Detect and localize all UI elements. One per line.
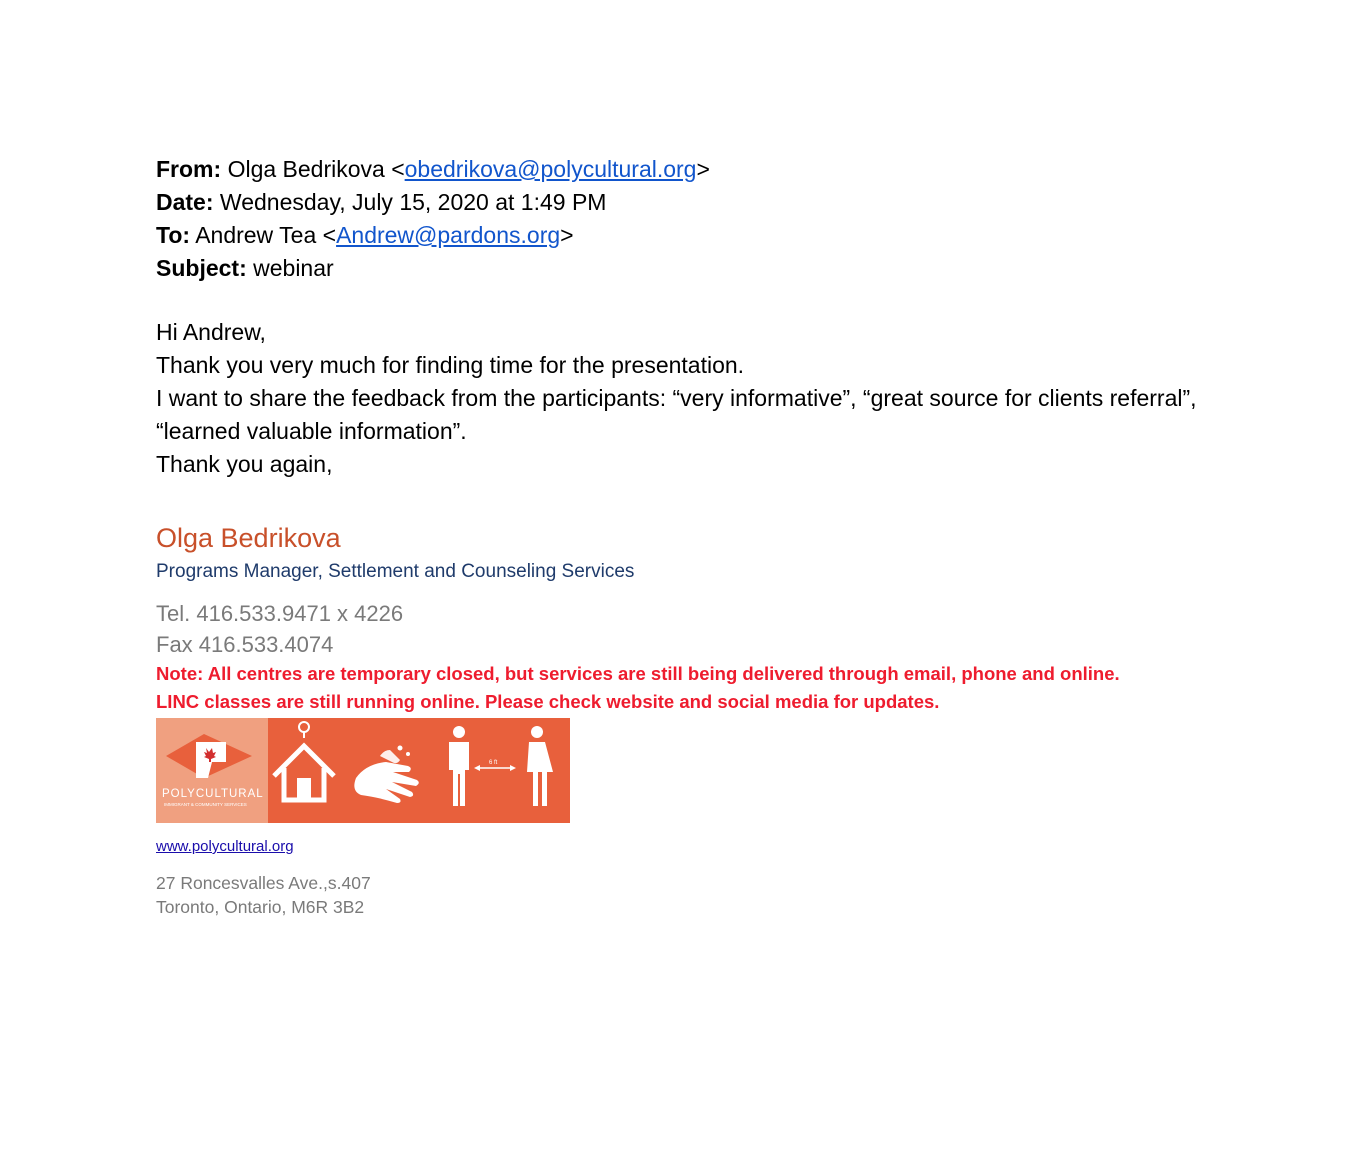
address-line-1: 27 Roncesvalles Ave.,s.407: [156, 873, 371, 893]
from-close: >: [696, 156, 710, 182]
subject-line: [156, 252, 1236, 285]
distance-label: 6 ft: [489, 760, 498, 766]
note-line-2: LINC classes are still running online. Please check website and social media for updates.: [156, 691, 940, 712]
signature-tel: Tel. 416.533.9471 x 4226: [156, 601, 404, 626]
message-body: [156, 316, 1236, 481]
to-email-link[interactable]: Andrew@pardons.org: [336, 222, 561, 248]
house-icon: [274, 746, 334, 800]
banner-logo-text: POLYCULTURAL: [162, 788, 264, 800]
polycultural-banner: [156, 718, 570, 823]
hand-washing-icon: [354, 746, 418, 804]
note-line-1: Note: All centres are temporary closed, but services are still being delivered through email, phone and online.: [156, 663, 1120, 684]
to-label: To:: [156, 222, 191, 248]
body-line-2: I want to share the feedback from the participants: “very informative”, “great source for clients referral”, “learned valuable information”.: [156, 385, 1197, 444]
subject-value: webinar: [253, 255, 334, 281]
polycultural-logo-icon: [166, 734, 252, 778]
website-line: [156, 837, 1236, 857]
address-line-2: Toronto, Ontario, M6R 3B2: [156, 897, 365, 917]
to-close: >: [560, 222, 574, 248]
closing: Thank you again,: [156, 451, 333, 477]
greeting: Hi Andrew,: [156, 319, 266, 345]
date-value: Wednesday, July 15, 2020 at 1:49 PM: [219, 189, 607, 215]
banner-logo-subtext: IMMIGRANT & COMMUNITY SERVICES: [164, 802, 247, 807]
banner-graphics: [156, 718, 570, 823]
location-pin-icon: [299, 722, 309, 738]
to-name: Andrew Tea <: [195, 222, 337, 248]
signature-fax: Fax 416.533.4074: [156, 632, 334, 657]
to-line: [156, 219, 1236, 252]
from-label: From:: [156, 156, 222, 182]
signature-title: Programs Manager, Settlement and Counseling Services: [156, 561, 635, 582]
body-line-1: Thank you very much for finding time for the presentation.: [156, 352, 745, 378]
social-distancing-icon: [449, 726, 553, 806]
date-line: [156, 186, 1236, 219]
signature-name: Olga Bedrikova: [156, 523, 341, 553]
from-name: Olga Bedrikova <: [227, 156, 405, 182]
subject-label: Subject:: [156, 255, 247, 281]
from-email-link[interactable]: obedrikova@polycultural.org: [404, 156, 697, 182]
date-label: Date:: [156, 189, 214, 215]
from-line: [156, 153, 1236, 186]
website-link[interactable]: www.polycultural.org: [156, 838, 294, 855]
email-document: [156, 153, 1236, 919]
